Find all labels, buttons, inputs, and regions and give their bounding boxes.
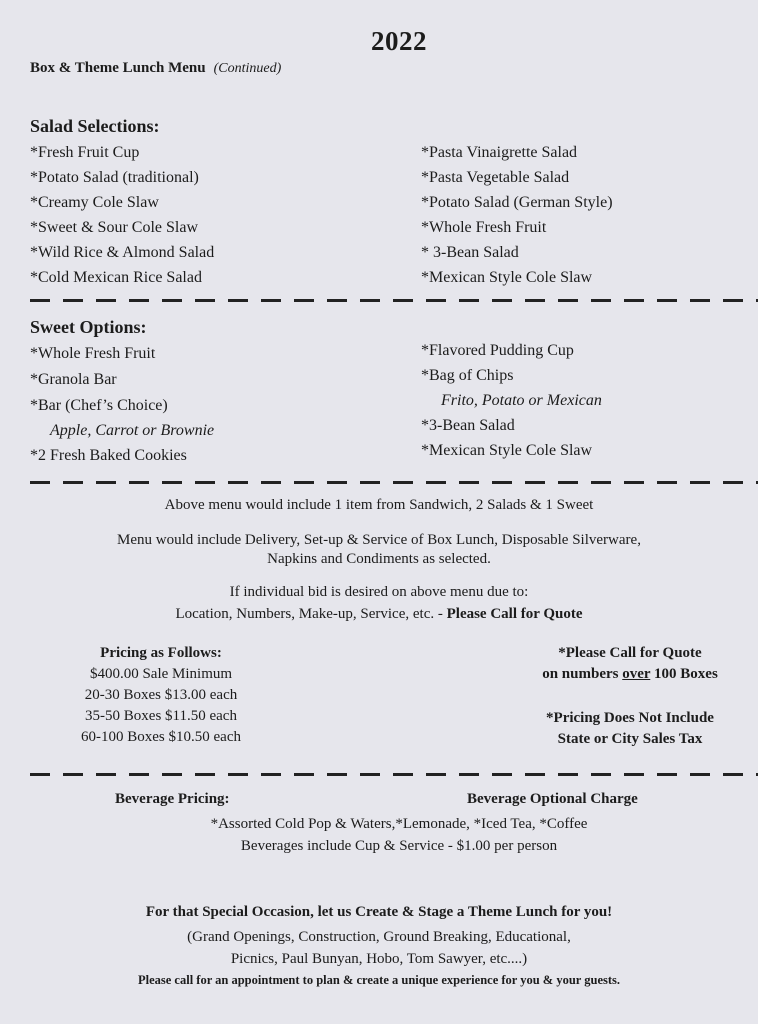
salad-section-title: Salad Selections: (30, 116, 160, 136)
list-item: *Flavored Pudding Cup (421, 342, 574, 359)
menu-includes-note: Above menu would include 1 item from Sandwich, 2 Salads & 1 Sweet (164, 497, 594, 513)
pricing-row: 20-30 Boxes $13.00 each (84, 687, 238, 703)
list-item: *3-Bean Salad (421, 417, 515, 434)
sweet-list-left (30, 341, 214, 468)
individual-bid-note: If individual bid is desired on above menu due to: Location, Numbers, Make-up, Service, etc. - Please Call for Quote (175, 584, 583, 622)
list-item: *Potato Salad (traditional) (30, 169, 199, 186)
appointment-note: Please call for an appointment to plan & create a unique experience for you & your guests. (137, 973, 621, 987)
year-title: 2022 (371, 26, 427, 56)
dashed-divider (30, 299, 758, 302)
quote-note: *Please Call for Quote on numbers over 100 Boxes (542, 645, 718, 682)
continued-note: (Continued) (213, 61, 282, 76)
list-item: *Bar (Chef’s Choice) (30, 397, 168, 414)
salad-list-left (30, 140, 214, 290)
tax-note: *Pricing Does Not Include State or City Sales Tax (546, 710, 714, 747)
menu-heading (30, 60, 281, 77)
list-item: *Whole Fresh Fruit (421, 219, 547, 236)
list-item: *Whole Fresh Fruit (30, 345, 156, 362)
list-item-sub: Frito, Potato or Mexican (441, 392, 602, 409)
theme-lunch-examples: (Grand Openings, Construction, Ground Breaking, Educational, Picnics, Paul Bunyan, Hobo, Tom Sawyer, etc....) (187, 929, 571, 967)
pricing-block (56, 643, 266, 748)
pricing-row: 35-50 Boxes $11.50 each (85, 708, 237, 724)
list-item: *Mexican Style Cole Slaw (421, 269, 593, 286)
list-item: *Fresh Fruit Cup (30, 144, 140, 161)
list-item: *Pasta Vegetable Salad (421, 169, 570, 186)
call-for-quote: Please Call for Quote (446, 606, 583, 622)
list-item: *Wild Rice & Almond Salad (30, 244, 215, 261)
beverage-pricing-title: Beverage Pricing: (115, 791, 230, 807)
service-includes-note: Menu would include Delivery, Set-up & Service of Box Lunch, Disposable Silverware, Napkins and Condiments as selected. (117, 532, 641, 567)
list-item: *Granola Bar (30, 371, 117, 388)
list-item: *Sweet & Sour Cole Slaw (30, 219, 198, 236)
sweet-section-title: Sweet Options: (30, 317, 147, 337)
sweet-list-right (421, 338, 602, 463)
menu-title: Box & Theme Lunch Menu (30, 60, 206, 76)
list-item: *Bag of Chips (421, 367, 514, 384)
beverage-optional-title: Beverage Optional Charge (467, 791, 638, 807)
pricing-row: 60-100 Boxes $10.50 each (81, 729, 241, 745)
list-item-sub: Apple, Carrot or Brownie (50, 422, 215, 439)
beverage-details (0, 813, 758, 857)
dashed-divider (30, 773, 758, 776)
theme-lunch-title: For that Special Occasion, let us Create & Stage a Theme Lunch for you! (145, 904, 613, 920)
list-item: *Creamy Cole Slaw (30, 194, 159, 211)
list-item: * 3-Bean Salad (421, 244, 519, 261)
salad-list-right (421, 140, 613, 290)
beverage-price: Beverages include Cup & Service - $1.00 per person (240, 838, 558, 854)
list-item: *Cold Mexican Rice Salad (30, 269, 202, 286)
list-item: *2 Fresh Baked Cookies (30, 447, 187, 464)
pricing-row: $400.00 Sale Minimum (89, 666, 233, 682)
list-item: *Pasta Vinaigrette Salad (421, 144, 578, 161)
list-item: *Mexican Style Cole Slaw (421, 442, 593, 459)
beverage-items: *Assorted Cold Pop & Waters,*Lemonade, *Iced Tea, *Coffee (210, 816, 588, 832)
pricing-title: Pricing as Follows: (100, 645, 222, 661)
list-item: *Potato Salad (German Style) (421, 194, 613, 211)
dashed-divider (30, 481, 758, 484)
